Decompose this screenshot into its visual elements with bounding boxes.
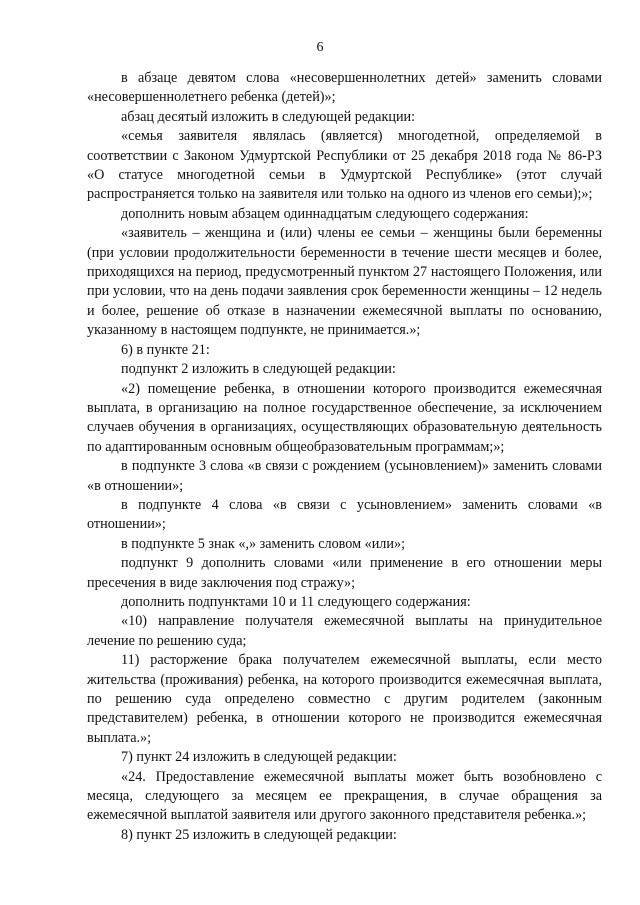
- paragraph-11: в подпункте 5 знак «,» заменить словом «или»;: [121, 535, 406, 552]
- paragraph-8: «2) помещение ребенка, в отношении которого производится ежемесячная выплата, в организацию на полное государственное обеспечение, за исключением случаев обучения в организациях, осуществляющих образовательную деятельность по адаптированным основным общеобразовательным программам;»;: [87, 380, 602, 455]
- paragraph-6: 6) в пункте 21:: [121, 341, 210, 358]
- paragraph-17: «24. Предоставление ежемесячной выплаты может быть возобновлено с месяца, следующего за месяцем ее прекращения, в случае обращения за ежемесячной выплатой заявителя или другого законного представителя ребенка.»;: [87, 768, 602, 824]
- paragraph-16: 7) пункт 24 изложить в следующей редакции:: [121, 749, 397, 766]
- paragraph-13: дополнить подпунктами 10 и 11 следующего содержания:: [121, 593, 471, 610]
- paragraph-9: в подпункте 3 слова «в связи с рождением (усыновлением)» заменить словами «в отношении»;: [87, 458, 602, 494]
- document-body: [87, 69, 602, 845]
- paragraph-10: в подпункте 4 слова «в связи с усыновлением» заменить словами «в отношении»;: [87, 496, 602, 533]
- paragraph-5: «заявитель – женщина и (или) члены ее семьи – женщины были беременны (при условии продолжительности беременности в течение шести месяцев и более, приходящихся на период, предусмотренный пунктом 27 настоящего Положения, или при условии, что на день подачи заявления срок беременности женщины – 12 недель и более, решение об отказе в назначении ежемесячной выплаты по основанию, указанному в настоящем подпункте, не принимается.»;: [87, 225, 602, 339]
- paragraph-18: 8) пункт 25 изложить в следующей редакции:: [121, 826, 397, 843]
- paragraph-2: абзац десятый изложить в следующей редакции:: [121, 108, 416, 125]
- paragraph-15: 11) расторжение брака получателем ежемесячной выплаты, если место жительства (проживания) ребенка, на которого производится ежемесячная выплата, по решению суда определено совместно с другим родителем (законным представителем) ребенка, в отношении которого не производится ежемесячная выплата.»;: [87, 652, 602, 746]
- paragraph-12: подпункт 9 дополнить словами «или применение в его отношении меры пресечения в виде заключения под стражу»;: [87, 555, 602, 591]
- paragraph-4: дополнить новым абзацем одиннадцатым следующего содержания:: [121, 205, 529, 222]
- page-number: 6: [316, 40, 324, 55]
- paragraph-1: в абзаце девятом слова «несовершеннолетних детей» заменить словами «несовершеннолетнего ребенка (детей)»;: [87, 70, 602, 106]
- paragraph-7: подпункт 2 изложить в следующей редакции:: [121, 361, 396, 378]
- paragraph-14: «10) направление получателя ежемесячной выплаты на принудительное лечение по решению суда;: [87, 613, 602, 649]
- paragraph-3: «семья заявителя являлась (является) многодетной, определяемой в соответствии с Законом Удмуртской Республики от 25 декабря 2018 года № 86-РЗ «О статусе многодетной семьи в Удмуртской Республике» (этот случай распространяется только на заявителя или только на одного из членов его семьи);»;: [87, 128, 602, 203]
